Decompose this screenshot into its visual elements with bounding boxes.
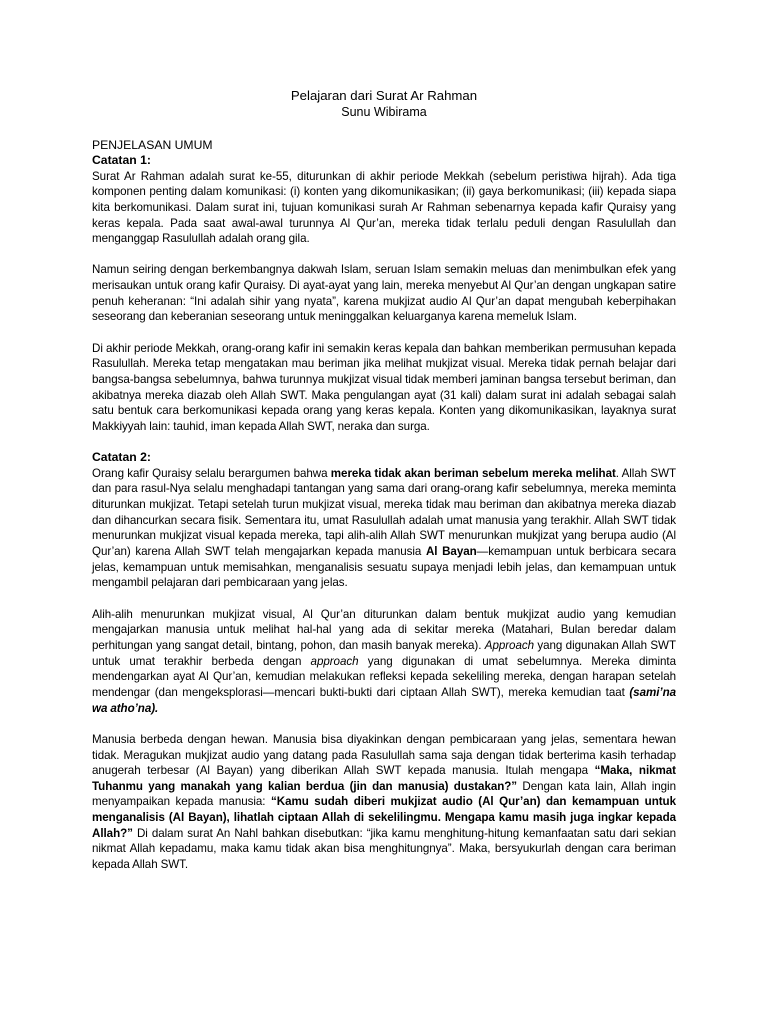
text-run: . Allah SWT dan para rasul-Nya selalu menghadapi tantangan yang sama dari orang-orang kafir sebelumnya, mereka meminta diturunkan mukjizat. Tetapi setelah turun mukjizat visual, mereka tidak mau beriman dan akibatnya mereka diazab dan dihancurkan secara fisik. Sementara itu, umat Rasulullah adalah umat manusia yang terakhir. Allah SWT tidak menurunkan mukjizat visual kepada mereka, tapi alih-alih Allah SWT menurunkan mukjizat yang berupa audio (Al Qur’an) karena Allah SWT telah mengajarkan kepada manusia: [92, 466, 676, 559]
emphasis-italic: Approach: [484, 638, 534, 652]
note-2-paragraph-2: [92, 607, 676, 717]
note-1-paragraph-3: Di akhir periode Mekkah, orang-orang kafir ini semakin keras kepala dan bahkan memberikan permusuhan kepada Rasulullah. Mereka tetap mengatakan mau beriman jika melihat mukjizat visual. Mereka tidak pernah belajar dari bangsa-bangsa sebelumnya, bahwa turunnya mukjizat visual tidak memberi jaminan bangsa tersebut beriman, dan akibatnya mereka diazab oleh Allah SWT. Maka pengulangan ayat (31 kali) dalam surat ini adalah sebagai salah satu bentuk cara berkomunikasi kepada orang yang keras kepala. Konten yang dikomunikasikan, layaknya surat Makkiyyah lain: tauhid, iman kepada Allah SWT, neraka dan surga.: [92, 341, 676, 433]
text-run: Dengan kata lain, Allah ingin menyampaikan kepada manusia:: [92, 779, 676, 809]
emphasis-bold: “Kamu sudah diberi mukjizat audio (Al Qur’an) dan kemampuan untuk menganalisis (Al Bayan), lihatlah ciptaan Allah di sekelilingmu. Mengapa kamu masih juga ingkar kepada Allah?”: [92, 795, 676, 840]
text-run: Orang kafir Quraisy selalu berargumen bahwa: [92, 466, 331, 480]
emphasis-bold-italic: (sami’na wa atho’na).: [92, 685, 676, 715]
note-1: [92, 153, 676, 435]
section-heading: PENJELASAN UMUM: [92, 138, 213, 152]
note-2-paragraph-1: [92, 466, 676, 591]
text-run: —kemampuan untuk berbicara secara jelas, kemampuan untuk memisahkan, menganalisis sesuatu supaya menjadi lebih jelas, dan kemampuan untuk mengambil pelajaran dari pembicaraan yang jelas.: [92, 545, 676, 590]
text-run: yang digunakan di umat sebelumnya. Mereka diminta mendengarkan ayat Al Qur’an, kemudian melakukan refleksi kepada sekeliling mereka, dengan harapan setelah mendengar (dan mengeksplorasi—mencari bukti-bukti dari ciptaan Allah SWT), mereka kemudian taat: [92, 654, 676, 699]
text-run: Alih-alih menurunkan mukjizat visual, Al Qur’an diturunkan dalam bentuk mukjizat audio yang kemudian mengajarkan manusia untuk melihat hal-hal yang ada di sekitar mereka (Matahari, Bulan beredar dalam perhitungan yang sangat detail, bintang, pohon, dan masih banyak mereka).: [92, 607, 676, 652]
note-1-heading: Catatan 1:: [92, 153, 151, 167]
note-2-paragraph-3: [92, 732, 676, 873]
note-2: [92, 450, 676, 873]
text-run: Manusia berbeda dengan hewan. Manusia bisa diyakinkan dengan pembicaraan yang jelas, sementara hewan tidak. Meragukan mukjizat audio yang datang pada Rasulullah sama saja dengan tidak berterima kasih terhadap anugerah terbesar (Al Bayan) yang diberikan Allah SWT kepada manusia. Itulah mengapa: [92, 732, 676, 778]
note-1-paragraph-1: Surat Ar Rahman adalah surat ke-55, diturunkan di akhir periode Mekkah (sebelum peristiwa hijrah). Ada tiga komponen penting dalam komunikasi: (i) konten yang dikomunikasikan; (ii) gaya berkomunikasi; (iii) kepada siapa kita berkomunikasi. Dalam surat ini, tujuan komunikasi surah Ar Rahman sebenarnya kepada kafir Quraisy yang keras kepala. Pada saat awal-awal turunnya Al Qur’an, mereka tidak terlalu peduli dengan Rasulullah dan menganggap Rasulullah adalah orang gila.: [92, 169, 676, 246]
note-2-heading: Catatan 2:: [92, 450, 151, 465]
emphasis-italic: approach: [310, 654, 359, 668]
emphasis-bold: “Maka, nikmat Tuhanmu yang manakah yang kalian berdua (jin dan manusia) dustakan?”: [92, 764, 676, 793]
document-title: Pelajaran dari Surat Ar Rahman: [290, 88, 478, 103]
emphasis-bold: mereka tidak akan beriman sebelum mereka melihat: [330, 466, 616, 480]
note-1-paragraph-2: Namun seiring dengan berkembangnya dakwah Islam, seruan Islam semakin meluas dan menimbulkan efek yang merisaukan untuk orang kafir Quraisy. Di ayat-ayat yang lain, mereka menyebut Al Qur’an dengan ungkapan satire penuh keheranan: “Ini adalah sihir yang nyata”, karena mukjizat audio Al Qur’an dapat mengubah keberpihakan seseorang dan keberanian seseorang untuk meninggalkan keluarganya karena memeluk Islam.: [92, 263, 676, 324]
document-author: Sunu Wibirama: [341, 105, 427, 119]
text-run: yang digunakan Allah SWT untuk umat terakhir berbeda dengan: [92, 638, 676, 668]
text-run: Di dalam surat An Nahl bahkan disebutkan: “jika kamu menghitung-hitung kemanfaatan satu dari sekian nikmat Allah kepadamu, maka kamu tidak akan bisa menghitungnya”. Maka, bersyukurlah dengan cara beriman kepada Allah SWT.: [92, 826, 676, 872]
emphasis-bold: Al Bayan: [425, 545, 477, 559]
